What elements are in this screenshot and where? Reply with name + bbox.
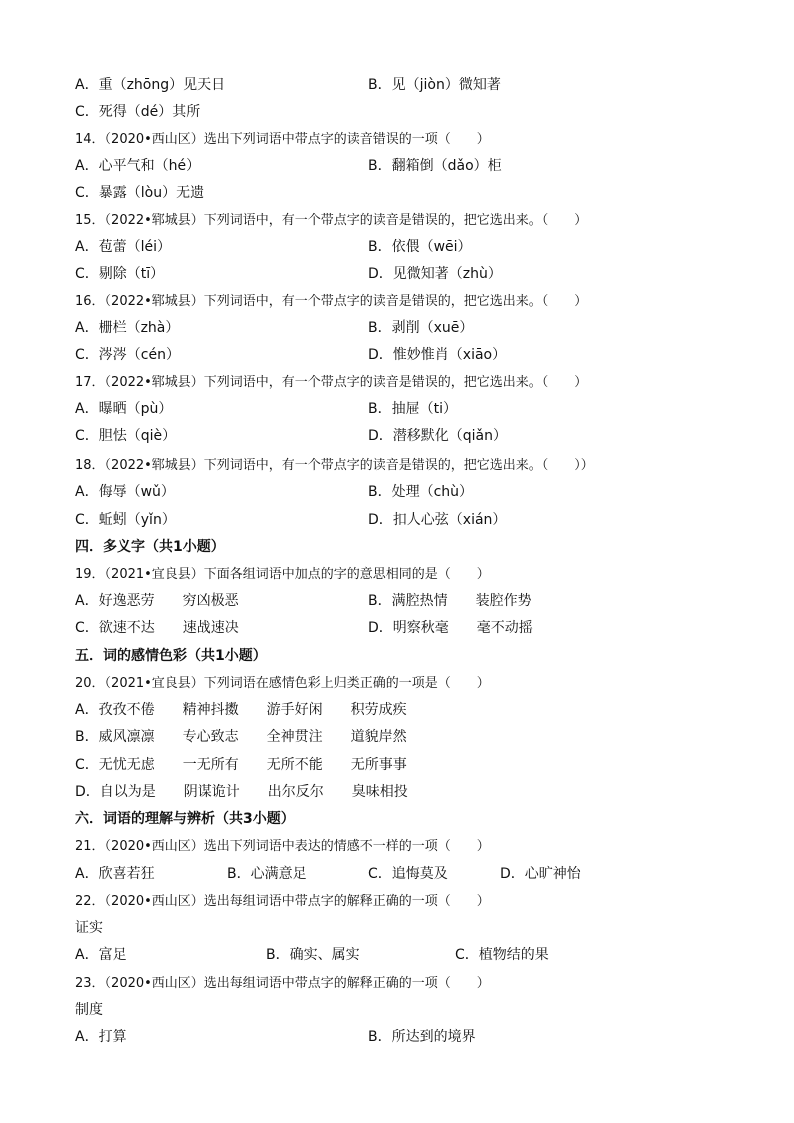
q15-option-c: C．剔除（tī） xyxy=(75,266,165,282)
q17-option-d: D．潜移默化（qiǎn） xyxy=(368,428,508,444)
q15-option-d: D．见微知著（zhù） xyxy=(368,266,502,282)
q21-option-c: C．追悔莫及 xyxy=(368,866,448,882)
q18-option-b: B．处理（chù） xyxy=(368,484,474,500)
q13-options-ab xyxy=(75,72,501,99)
q17-options-cd xyxy=(75,423,508,450)
q14-option-c: C．暴露（lòu）无遗 xyxy=(75,185,205,201)
q17-option-c: C．胆怯（qiè） xyxy=(75,428,177,444)
q19-option-d: D．明察秋毫 毫不动摇 xyxy=(368,620,533,636)
q21-options xyxy=(75,861,581,888)
q22-options xyxy=(75,942,549,969)
q18-option-d: D．扣人心弦（xián） xyxy=(368,512,507,528)
q19-option-c: C．欲速不达 速战速决 xyxy=(75,620,239,636)
q23-term: 制度 xyxy=(75,1002,103,1018)
q22-term: 证实 xyxy=(75,920,103,936)
question-20: 20．（2021•宜良县）下列词语在感情色彩上归类正确的一项是（ ） xyxy=(75,676,490,691)
q13-option-c: C．死得（dé）其所 xyxy=(75,104,201,120)
q14-option-a: A．心平气和（hé） xyxy=(75,158,201,174)
q19-options-cd xyxy=(75,615,533,642)
q17-option-b: B．抽屉（ti） xyxy=(368,401,457,417)
q19-option-b: B．满腔热情 装腔作势 xyxy=(368,593,532,609)
q20-option-b: B．威风凛凛 专心致志 全神贯注 道貌岸然 xyxy=(75,729,407,745)
q21-option-b: B．心满意足 xyxy=(227,866,307,882)
q22-option-c: C．植物结的果 xyxy=(455,947,549,963)
question-23: 23．（2020•西山区）选出每组词语中带点字的解释正确的一项（ ） xyxy=(75,976,490,991)
section-heading-4: 四．多义字（共1小题） xyxy=(75,539,225,555)
question-16: 16．（2022•郓城县）下列词语中，有一个带点字的读音是错误的，把它选出来。（ ） xyxy=(75,294,588,309)
q23-options-ab xyxy=(75,1024,476,1051)
q20-option-d: D．自以为是 阴谋诡计 出尔反尔 臭味相投 xyxy=(75,784,408,800)
q13-option-a: A．重（zhōng）见天日 xyxy=(75,77,226,93)
q20-option-c: C．无忧无虑 一无所有 无所不能 无所事事 xyxy=(75,757,407,773)
q18-options-cd xyxy=(75,507,507,534)
q21-option-d: D．心旷神怡 xyxy=(500,866,581,882)
section-heading-5: 五．词的感情色彩（共1小题） xyxy=(75,648,267,664)
q22-option-a: A．富足 xyxy=(75,947,127,963)
q16-option-b: B．剥削（xuē） xyxy=(368,320,474,336)
q15-option-a: A．苞蕾（léi） xyxy=(75,239,171,255)
q22-option-b: B．确实、属实 xyxy=(266,947,360,963)
question-17: 17．（2022•郓城县）下列词语中，有一个带点字的读音是错误的，把它选出来。（ ） xyxy=(75,375,588,390)
q19-option-a: A．好逸恶劳 穷凶极恶 xyxy=(75,593,239,609)
q14-options-ab xyxy=(75,153,502,180)
q20-option-a: A．孜孜不倦 精神抖擞 游手好闲 积劳成疾 xyxy=(75,702,407,718)
q14-option-b: B．翻箱倒（dǎo）柜 xyxy=(368,158,502,174)
q15-option-b: B．依偎（wēi） xyxy=(368,239,472,255)
question-18: 18．（2022•郓城县）下列词语中，有一个带点字的读音是错误的，把它选出来。（ ）） xyxy=(75,458,594,473)
q16-options-ab xyxy=(75,315,474,342)
q21-option-a: A．欣喜若狂 xyxy=(75,866,155,882)
q13-option-b: B．见（jiòn）微知著 xyxy=(368,77,501,93)
q15-options-ab xyxy=(75,234,472,261)
q18-option-a: A．侮辱（wǔ） xyxy=(75,484,175,500)
q23-option-b: B．所达到的境界 xyxy=(368,1029,476,1045)
q17-option-a: A．曝晒（pù） xyxy=(75,401,173,417)
q16-option-a: A．栅栏（zhà） xyxy=(75,320,180,336)
question-14: 14．（2020•西山区）选出下列词语中带点字的读音错误的一项（ ） xyxy=(75,132,490,147)
question-15: 15．（2022•郓城县）下列词语中，有一个带点字的读音是错误的，把它选出来。（ ） xyxy=(75,213,588,228)
question-21: 21．（2020•西山区）选出下列词语中表达的情感不一样的一项（ ） xyxy=(75,839,490,854)
q16-option-c: C．涔涔（cén） xyxy=(75,347,180,363)
q18-options-ab xyxy=(75,479,474,506)
q19-options-ab xyxy=(75,588,532,615)
question-22: 22．（2020•西山区）选出每组词语中带点字的解释正确的一项（ ） xyxy=(75,894,490,909)
q16-options-cd xyxy=(75,342,507,369)
q15-options-cd xyxy=(75,261,502,288)
section-heading-6: 六．词语的理解与辨析（共3小题） xyxy=(75,811,295,827)
q17-options-ab xyxy=(75,396,457,423)
q16-option-d: D．惟妙惟肖（xiāo） xyxy=(368,347,507,363)
question-19: 19．（2021•宜良县）下面各组词语中加点的字的意思相同的是（ ） xyxy=(75,567,490,582)
q18-option-c: C．蚯蚓（yǐn） xyxy=(75,512,176,528)
q23-option-a: A．打算 xyxy=(75,1029,127,1045)
